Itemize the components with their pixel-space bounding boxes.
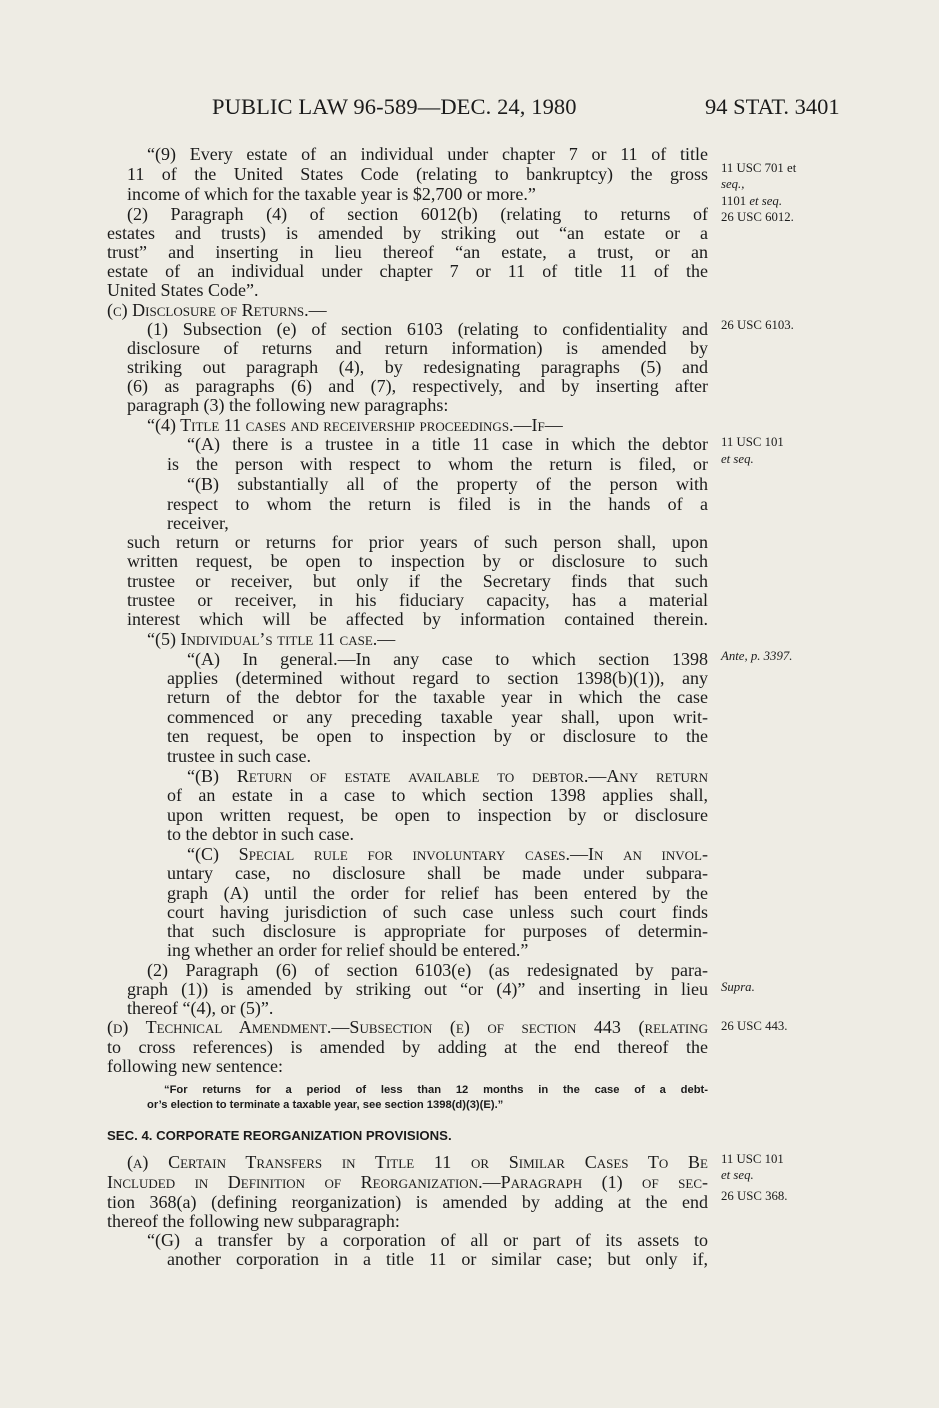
text-line: trustee or receiver, but only if the Secretary finds that such xyxy=(127,572,708,591)
text-line: (2) Paragraph (4) of section 6012(b) (relating to returns of xyxy=(127,205,708,224)
text-line: “(9) Every estate of an individual under chapter 7 or 11 of title xyxy=(147,145,708,164)
text-line: “(A) In general.—In any case to which section 1398 xyxy=(187,650,708,669)
text-line: (1) Subsection (e) of section 6103 (relating to confidentiality and xyxy=(147,320,708,339)
text-line: estate of an individual under chapter 7 or 11 of title 11 of the xyxy=(107,262,708,281)
text-line: thereof the following new subparagraph: xyxy=(107,1212,400,1231)
margin-note: 26 USC 443. xyxy=(721,1019,788,1033)
margin-note: et seq. xyxy=(721,1168,754,1182)
text-line: striking out paragraph (4), by redesignating paragraphs (5) and xyxy=(127,358,708,377)
text-line: court having jurisdiction of such case unless such court finds xyxy=(167,903,708,922)
text-line: to cross references) is amended by adding at the end thereof the xyxy=(107,1038,708,1057)
page-header xyxy=(0,94,939,124)
text-line: of an estate in a case to which section 1398 applies shall, xyxy=(167,786,708,805)
text-line: is the person with respect to whom the return is filed, or xyxy=(167,455,708,474)
text-line: respect to whom the return is filed is in the hands of a xyxy=(167,495,708,514)
text-line: such return or returns for prior years of such person shall, upon xyxy=(127,533,708,552)
paragraph-heading: “(5) Individual’s title 11 case.— xyxy=(147,630,396,649)
text-line: “(C) Special rule for involuntary cases.—In an invol- xyxy=(187,845,708,864)
text-line: interest which will be affected by information contained therein. xyxy=(127,610,708,629)
text-line: “(A) there is a trustee in a title 11 case in which the debtor xyxy=(187,435,708,454)
margin-note: seq., xyxy=(721,177,745,191)
text-line: estates and trusts) is amended by striking out “an estate or a xyxy=(107,224,708,243)
margin-note: 26 USC 6012. xyxy=(721,210,794,224)
margin-note: 11 USC 101 xyxy=(721,1152,784,1166)
text-line: (6) as paragraphs (6) and (7), respectively, and by inserting after xyxy=(127,377,708,396)
text-line: (d) Technical Amendment.—Subsection (e) of section 443 (relating xyxy=(107,1018,708,1037)
text-line: thereof “(4), or (5)”. xyxy=(127,999,274,1018)
text-line: untary case, no disclosure shall be made under subpara- xyxy=(167,864,708,883)
text-line: “(B) Return of estate available to debtor.—Any return xyxy=(187,767,708,786)
text-line: 11 of the United States Code (relating to bankruptcy) the gross xyxy=(127,165,708,184)
text-line: income of which for the taxable year is $2,700 or more.” xyxy=(127,185,536,204)
text-line: ten request, be open to inspection by or disclosure to the xyxy=(167,727,708,746)
quoted-sentence: “For returns for a period of less than 12 months in the case of a debt- xyxy=(164,1084,708,1096)
text-line: commenced or any preceding taxable year shall, upon writ- xyxy=(167,708,708,727)
text-line: written request, be open to inspection by or disclosure to such xyxy=(127,552,708,571)
running-title: PUBLIC LAW 96-589—DEC. 24, 1980 xyxy=(212,94,577,119)
text-line: graph (A) until the order for relief has been entered by the xyxy=(167,884,708,903)
text-line: following new sentence: xyxy=(107,1057,283,1076)
margin-note: Ante, p. 3397. xyxy=(721,649,793,663)
text-line: receiver, xyxy=(167,514,229,533)
margin-note: 1101 et seq. xyxy=(721,194,783,208)
text-line: return of the debtor for the taxable year in which the case xyxy=(167,688,708,707)
text-line: trustee in such case. xyxy=(167,747,311,766)
paragraph-heading: “(4) Title 11 cases and receivership proceedings.—If— xyxy=(147,416,563,435)
text-line: (a) Certain Transfers in Title 11 or Similar Cases To Be xyxy=(127,1153,708,1172)
subsection-heading: (c) Disclosure of Returns.— xyxy=(107,301,327,320)
text-line: another corporation in a title 11 or similar case; but only if, xyxy=(167,1250,708,1269)
text-line: tion 368(a) (defining reorganization) is amended by adding at the end xyxy=(107,1193,708,1212)
margin-note: 26 USC 368. xyxy=(721,1189,788,1203)
text-line: “(G) a transfer by a corporation of all or part of its assets to xyxy=(147,1231,708,1250)
margin-note: et seq. xyxy=(721,452,754,466)
text-line: to the debtor in such case. xyxy=(167,825,354,844)
text-line: trustee or receiver, in his fiduciary capacity, has a material xyxy=(127,591,708,610)
margin-note: 26 USC 6103. xyxy=(721,318,794,332)
text-line: disclosure of returns and return information) is amended by xyxy=(127,339,708,358)
text-line: paragraph (3) the following new paragraphs: xyxy=(127,396,449,415)
text-line: trust” and inserting in lieu thereof “an estate, a trust, or an xyxy=(107,243,708,262)
margin-note: 11 USC 101 xyxy=(721,435,784,449)
text-line: that such disclosure is appropriate for purposes of determin- xyxy=(167,922,708,941)
text-line: United States Code”. xyxy=(107,281,259,300)
text-line: (2) Paragraph (6) of section 6103(e) (as redesignated by para- xyxy=(147,961,708,980)
text-line: “(B) substantially all of the property of the person with xyxy=(187,475,708,494)
text-line: ing whether an order for relief should be entered.” xyxy=(167,941,529,960)
section-heading: SEC. 4. CORPORATE REORGANIZATION PROVISIONS. xyxy=(107,1128,452,1143)
text-line: graph (1)) is amended by striking out “or (4)” and inserting in lieu xyxy=(127,980,708,999)
text-line: Included in Definition of Reorganization.—Paragraph (1) of sec- xyxy=(107,1173,708,1192)
text-line: upon written request, be open to inspection by or disclosure xyxy=(167,806,708,825)
statute-citation: 94 STAT. 3401 xyxy=(705,94,840,119)
margin-note: Supra. xyxy=(721,980,755,994)
quoted-sentence: or’s election to terminate a taxable year, see section 1398(d)(3)(E).” xyxy=(147,1099,504,1111)
margin-note: 11 USC 701 et xyxy=(721,161,797,175)
text-line: applies (determined without regard to section 1398(b)(1)), any xyxy=(167,669,708,688)
